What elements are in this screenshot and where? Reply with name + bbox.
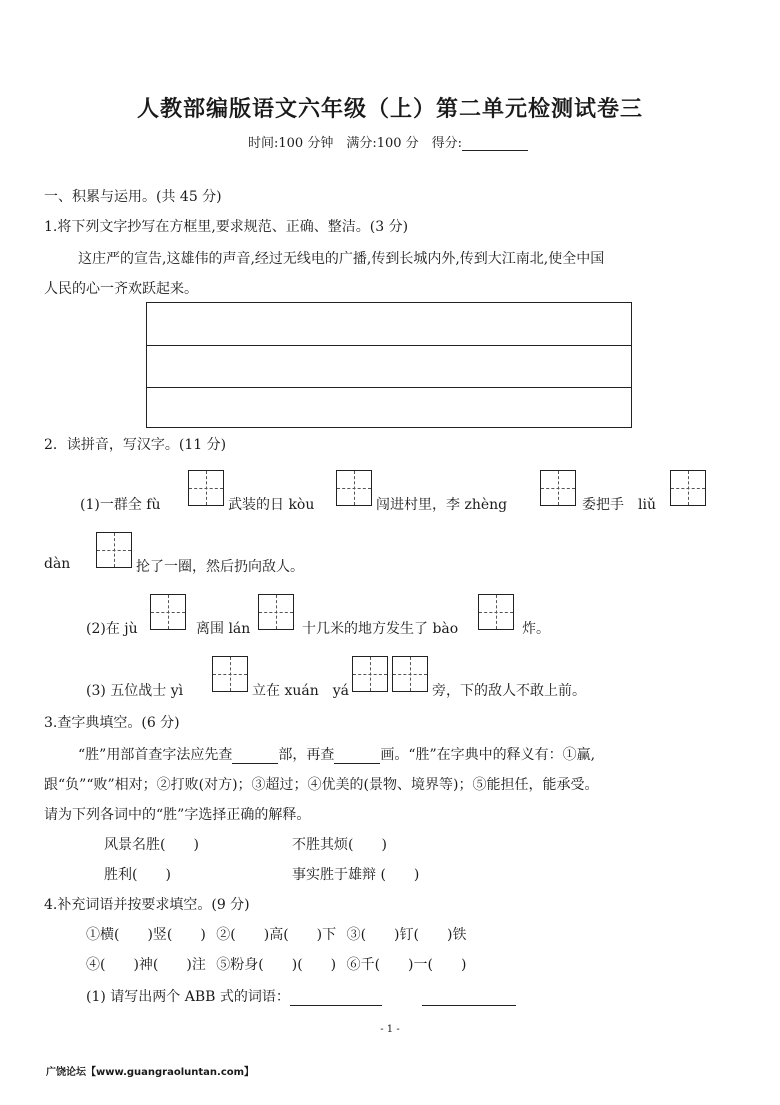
page-number: - 1 - — [380, 1024, 400, 1035]
q3-heading: 3.查字典填空。(6 分) — [44, 715, 180, 731]
tianzige-box[interactable] — [540, 470, 576, 506]
q2-r1-text-c: 闯进村里，李 zhèng — [376, 497, 508, 513]
q2-r2-text-a: dàn — [44, 556, 71, 572]
tianzige-box[interactable] — [352, 656, 388, 692]
tianzige-box[interactable] — [188, 470, 224, 506]
q3-line3: 请为下列各词中的“胜”字选择正确的解释。 — [44, 807, 311, 823]
radical-blank[interactable] — [232, 749, 278, 764]
abb-word-blank-1[interactable] — [290, 991, 382, 1006]
q2-r3-text-b: 离围 lán — [196, 621, 251, 637]
q4-heading: 4.补充词语并按要求填空。(9 分) — [44, 897, 250, 913]
q3-line1 — [78, 744, 595, 764]
q3-line1-c: 画。“胜”在字典中的释义有：①赢, — [380, 747, 596, 763]
q3-line1-b: 部，再查 — [278, 747, 335, 763]
copy-box-rule — [147, 345, 631, 346]
q2-r3-text-a: (2)在 jù — [86, 621, 138, 637]
q2-r3-text-d: 炸。 — [522, 621, 550, 637]
q2-r4-text-c: 旁，下的敌人不敢上前。 — [432, 683, 586, 699]
tianzige-box[interactable] — [392, 656, 428, 692]
tianzige-box[interactable] — [670, 470, 706, 506]
q1-passage-line2: 人民的心一齐欢跃起来。 — [44, 281, 198, 297]
q3-word-3: 胜利( ) — [104, 867, 171, 883]
q2-r1-text-b: 武装的日 kòu — [228, 497, 315, 513]
q1-heading: 1.将下列文字抄写在方框里,要求规范、正确、整洁。(3 分) — [44, 219, 409, 235]
copy-box-rule — [147, 387, 631, 388]
q3-line1-a: “胜”用部首查字法应先查 — [78, 747, 233, 763]
q2-r1-text-d: 委把手 liǔ — [582, 497, 656, 513]
score-blank[interactable] — [462, 137, 528, 151]
q2-r4-text-b: 立在 xuán yá — [252, 683, 349, 699]
stroke-count-blank[interactable] — [334, 749, 380, 764]
tianzige-box[interactable] — [96, 532, 132, 568]
section-heading: 一、积累与运用。(共 45 分) — [44, 189, 222, 205]
q3-line2: 跟“负”“败”相对；②打败(对方)；③超过；④优美的(景物、境界等)；⑤能担任，能承受。 — [44, 777, 599, 793]
q2-r4-text-a: (3) 五位战士 yì — [86, 683, 184, 699]
copy-writing-box[interactable] — [146, 302, 632, 428]
q1-passage-line1: 这庄严的宣告,这雄伟的声音,经过无线电的广播,传到长城内外,传到大江南北,使全中国 — [78, 251, 605, 267]
tianzige-box[interactable] — [478, 594, 514, 630]
exam-meta — [248, 132, 528, 151]
q2-heading: 2．读拼音，写汉字。(11 分) — [44, 437, 227, 453]
q3-word-1: 风景名胜( ) — [104, 837, 199, 853]
tianzige-box[interactable] — [258, 594, 294, 630]
exam-meta-text: 时间:100 分钟 满分:100 分 得分: — [248, 136, 463, 151]
q4-row2: ④( )神( )注 ⑤粉身( )( ) ⑥千( )一( ) — [86, 957, 467, 973]
q4-sub1-text: (1) 请写出两个 ABB 式的词语： — [86, 989, 290, 1005]
abb-word-blank-2[interactable] — [422, 991, 516, 1006]
tianzige-box[interactable] — [150, 594, 186, 630]
tianzige-box[interactable] — [336, 470, 372, 506]
q2-r2-text-b: 抡了一圈，然后扔向敌人。 — [136, 559, 304, 575]
q3-word-4: 事实胜于雄辩 ( ) — [292, 867, 420, 883]
q2-r1-text-a: (1)一群全 fù — [80, 497, 161, 513]
q4-row1: ①横( )竖( ) ②( )高( )下 ③( )钉( )铁 — [86, 927, 467, 943]
q4-sub1 — [86, 986, 516, 1006]
footer-source: 广饶论坛【www.guangraoluntan.com】 — [46, 1067, 255, 1078]
page-title: 人教部编版语文六年级（上）第二单元检测试卷三 — [136, 96, 643, 122]
q2-r3-text-c: 十几米的地方发生了 bào — [302, 621, 459, 637]
tianzige-box[interactable] — [212, 656, 248, 692]
q3-word-2: 不胜其烦( ) — [292, 837, 387, 853]
